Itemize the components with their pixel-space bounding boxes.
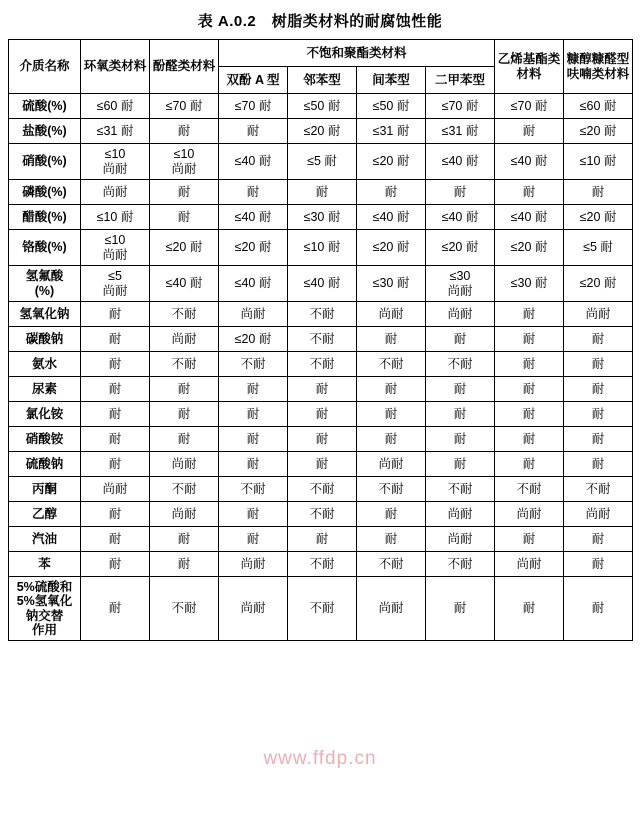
table-cell: 不耐 (288, 552, 357, 577)
row-header-cell: 氯化铵 (9, 402, 81, 427)
table-cell: 耐 (426, 402, 495, 427)
table-cell: 耐 (219, 119, 288, 144)
table-cell: 耐 (150, 205, 219, 230)
table-cell: ≤10 尚耐 (81, 230, 150, 266)
table-cell: 耐 (288, 180, 357, 205)
table-row (9, 230, 633, 266)
table-cell: ≤50 耐 (288, 94, 357, 119)
table-cell: ≤5 耐 (288, 144, 357, 180)
table-cell: 不耐 (357, 552, 426, 577)
row-header-cell: 碳酸钠 (9, 327, 81, 352)
table-cell: 不耐 (219, 477, 288, 502)
table-cell: ≤10 耐 (564, 144, 633, 180)
table-cell: 耐 (219, 502, 288, 527)
table-row (9, 144, 633, 180)
page-title: 表 A.0.2 树脂类材料的耐腐蚀性能 (197, 13, 443, 30)
table-cell: 耐 (564, 180, 633, 205)
table-cell: ≤40 耐 (219, 205, 288, 230)
table-cell: 耐 (564, 352, 633, 377)
table-cell: 耐 (495, 452, 564, 477)
table-cell: 耐 (219, 427, 288, 452)
table-cell: 耐 (150, 552, 219, 577)
table-cell: 耐 (495, 119, 564, 144)
table-cell: 耐 (495, 180, 564, 205)
table-cell: 耐 (150, 427, 219, 452)
table-cell: 尚耐 (219, 552, 288, 577)
table-cell: 尚耐 (495, 552, 564, 577)
table-cell: ≤20 耐 (357, 230, 426, 266)
table-cell: ≤40 耐 (219, 266, 288, 302)
table-cell: ≤5 尚耐 (81, 266, 150, 302)
table-row (9, 205, 633, 230)
table-row (9, 327, 633, 352)
table-cell: ≤40 耐 (219, 144, 288, 180)
table-cell: 尚耐 (426, 502, 495, 527)
table-cell: 耐 (219, 377, 288, 402)
table-cell: 耐 (81, 427, 150, 452)
table-cell: 耐 (150, 180, 219, 205)
table-cell: 不耐 (564, 477, 633, 502)
table-cell: 耐 (150, 402, 219, 427)
table-cell: 耐 (81, 502, 150, 527)
table-cell: 不耐 (426, 352, 495, 377)
row-header-cell: 苯 (9, 552, 81, 577)
row-header-cell: 盐酸(%) (9, 119, 81, 144)
header-sub-ortho: 邻苯型 (288, 67, 357, 94)
table-cell: 尚耐 (219, 577, 288, 641)
table-cell: ≤20 耐 (426, 230, 495, 266)
table-row (9, 477, 633, 502)
table-cell: 不耐 (288, 327, 357, 352)
table-row (9, 302, 633, 327)
table-cell: 耐 (564, 452, 633, 477)
table-cell: 尚耐 (357, 577, 426, 641)
table-row (9, 266, 633, 302)
table-cell: ≤70 耐 (150, 94, 219, 119)
header-sub-bisphenol-a: 双酚 A 型 (219, 67, 288, 94)
table-cell: 耐 (495, 352, 564, 377)
table-cell: 尚耐 (81, 477, 150, 502)
row-header-cell: 氢氟酸 (%) (9, 266, 81, 302)
table-cell: 不耐 (288, 352, 357, 377)
table-cell: 耐 (81, 577, 150, 641)
table-cell: 不耐 (288, 302, 357, 327)
row-header-cell: 硫酸钠 (9, 452, 81, 477)
table-cell: 耐 (495, 577, 564, 641)
table-cell: 不耐 (357, 477, 426, 502)
table-cell: 耐 (357, 327, 426, 352)
table-row (9, 427, 633, 452)
table-cell: 尚耐 (426, 527, 495, 552)
table-cell: ≤20 耐 (357, 144, 426, 180)
table-cell: 不耐 (150, 302, 219, 327)
table-row (9, 402, 633, 427)
table-cell: 耐 (426, 577, 495, 641)
table-cell: ≤20 耐 (564, 266, 633, 302)
table-cell: 不耐 (288, 477, 357, 502)
table-cell: ≤20 耐 (288, 119, 357, 144)
table-cell: 耐 (219, 452, 288, 477)
table-cell: 耐 (564, 527, 633, 552)
table-cell: 耐 (81, 302, 150, 327)
row-header-cell: 硝酸(%) (9, 144, 81, 180)
row-header-cell: 丙酮 (9, 477, 81, 502)
table-row (9, 502, 633, 527)
table-cell: ≤60 耐 (564, 94, 633, 119)
table-cell: ≤20 耐 (564, 119, 633, 144)
table-cell: ≤50 耐 (357, 94, 426, 119)
table-row (9, 180, 633, 205)
table-row (9, 452, 633, 477)
watermark: www.ffdp.cn (263, 748, 377, 769)
table-cell: 耐 (219, 180, 288, 205)
table-cell: 不耐 (150, 577, 219, 641)
table-cell: 耐 (288, 452, 357, 477)
table-cell: 耐 (357, 180, 426, 205)
table-cell: 耐 (564, 377, 633, 402)
table-cell: 耐 (288, 427, 357, 452)
table-cell: ≤60 耐 (81, 94, 150, 119)
table-cell: 耐 (288, 402, 357, 427)
table-cell: 耐 (81, 452, 150, 477)
table-cell: ≤10 耐 (81, 205, 150, 230)
table-body (9, 94, 633, 641)
table-cell: ≤30 耐 (357, 266, 426, 302)
table-row (9, 352, 633, 377)
table-cell: 耐 (426, 452, 495, 477)
table-cell: ≤31 耐 (357, 119, 426, 144)
table-cell: ≤10 尚耐 (150, 144, 219, 180)
table-cell: 耐 (495, 377, 564, 402)
row-header-cell: 硫酸(%) (9, 94, 81, 119)
table-cell: 耐 (81, 402, 150, 427)
table-cell: 不耐 (495, 477, 564, 502)
header-sub-xylene: 二甲苯型 (426, 67, 495, 94)
table-cell: 不耐 (288, 502, 357, 527)
header-medium-name: 介质名称 (9, 40, 81, 94)
table-cell: ≤20 耐 (150, 230, 219, 266)
table-cell: 耐 (495, 427, 564, 452)
table-cell: 耐 (426, 327, 495, 352)
table-header-row-1 (9, 40, 633, 67)
table-cell: ≤20 耐 (495, 230, 564, 266)
table-row (9, 119, 633, 144)
table-cell: ≤5 耐 (564, 230, 633, 266)
table-cell: 耐 (357, 377, 426, 402)
table-cell: 耐 (150, 119, 219, 144)
table-row (9, 577, 633, 641)
table-cell: 耐 (81, 527, 150, 552)
row-header-cell: 尿素 (9, 377, 81, 402)
table-cell: ≤30 尚耐 (426, 266, 495, 302)
table-cell: ≤40 耐 (426, 144, 495, 180)
table-cell: ≤20 耐 (219, 230, 288, 266)
table-cell: ≤30 耐 (495, 266, 564, 302)
table-row (9, 552, 633, 577)
table-cell: ≤31 耐 (81, 119, 150, 144)
table-cell: 尚耐 (81, 180, 150, 205)
table-cell: ≤70 耐 (495, 94, 564, 119)
table-row (9, 377, 633, 402)
table-cell: 尚耐 (219, 302, 288, 327)
table-cell: 不耐 (426, 552, 495, 577)
row-header-cell: 氢氧化钠 (9, 302, 81, 327)
table-cell: 耐 (564, 327, 633, 352)
row-header-cell: 铬酸(%) (9, 230, 81, 266)
table-cell: 耐 (495, 527, 564, 552)
table-cell: 耐 (495, 327, 564, 352)
header-group-furan: 糠醇糠醛型呋喃类材料 (564, 40, 633, 94)
table-cell: 耐 (564, 577, 633, 641)
row-header-cell: 乙醇 (9, 502, 81, 527)
table-cell: 耐 (495, 402, 564, 427)
table-cell: 耐 (426, 427, 495, 452)
table-cell: ≤30 耐 (288, 205, 357, 230)
row-header-cell: 硝酸铵 (9, 427, 81, 452)
table-cell: 不耐 (219, 352, 288, 377)
table-cell: ≤70 耐 (426, 94, 495, 119)
table-cell: ≤40 耐 (357, 205, 426, 230)
table-cell: 耐 (564, 402, 633, 427)
table-cell: ≤40 耐 (150, 266, 219, 302)
header-group-phenolic: 酚醛类材料 (150, 40, 219, 94)
table-cell: 耐 (357, 502, 426, 527)
table-cell: 尚耐 (357, 302, 426, 327)
row-header-cell: 5%硫酸和 5%氢氧化 钠交替 作用 (9, 577, 81, 641)
table-cell: ≤10 尚耐 (81, 144, 150, 180)
row-header-cell: 氨水 (9, 352, 81, 377)
table-cell: 尚耐 (357, 452, 426, 477)
table-cell: 不耐 (150, 352, 219, 377)
row-header-cell: 醋酸(%) (9, 205, 81, 230)
table-cell: 尚耐 (150, 452, 219, 477)
table-cell: 耐 (81, 377, 150, 402)
table-cell: 尚耐 (564, 502, 633, 527)
header-sub-iso: 间苯型 (357, 67, 426, 94)
row-header-cell: 磷酸(%) (9, 180, 81, 205)
row-header-cell: 汽油 (9, 527, 81, 552)
table-cell: 尚耐 (150, 502, 219, 527)
table-cell: 耐 (219, 527, 288, 552)
table-cell: ≤40 耐 (495, 205, 564, 230)
table-cell: ≤40 耐 (288, 266, 357, 302)
table-cell: 不耐 (150, 477, 219, 502)
table-cell: 耐 (81, 552, 150, 577)
table-cell: 尚耐 (495, 502, 564, 527)
table-cell: 耐 (564, 427, 633, 452)
table-cell: 不耐 (288, 577, 357, 641)
table-cell: ≤40 耐 (495, 144, 564, 180)
table-header (9, 40, 633, 94)
table-cell: 耐 (357, 427, 426, 452)
table-cell: ≤20 耐 (564, 205, 633, 230)
table-cell: 耐 (288, 377, 357, 402)
table-cell: ≤10 耐 (288, 230, 357, 266)
table-cell: 耐 (495, 302, 564, 327)
table-cell: 耐 (357, 527, 426, 552)
table-cell: ≤20 耐 (219, 327, 288, 352)
table-cell: 不耐 (426, 477, 495, 502)
table-cell: ≤31 耐 (426, 119, 495, 144)
table-cell: 耐 (81, 327, 150, 352)
header-group-epoxy: 环氧类材料 (81, 40, 150, 94)
table-cell: ≤40 耐 (426, 205, 495, 230)
table-cell: 尚耐 (150, 327, 219, 352)
table-cell: 耐 (426, 377, 495, 402)
table-cell: ≤70 耐 (219, 94, 288, 119)
header-group-unsaturated-polyester: 不饱和聚酯类材料 (219, 40, 495, 67)
table-row (9, 94, 633, 119)
table-cell: 耐 (564, 552, 633, 577)
corrosion-resistance-table (8, 39, 633, 641)
table-cell: 耐 (219, 402, 288, 427)
header-group-vinyl-ester: 乙烯基酯类材料 (495, 40, 564, 94)
table-row (9, 527, 633, 552)
table-cell: 耐 (426, 180, 495, 205)
table-cell: 耐 (150, 377, 219, 402)
table-cell: 尚耐 (564, 302, 633, 327)
table-cell: 耐 (288, 527, 357, 552)
table-cell: 不耐 (357, 352, 426, 377)
table-cell: 耐 (357, 402, 426, 427)
table-cell: 尚耐 (426, 302, 495, 327)
table-cell: 耐 (150, 527, 219, 552)
table-cell: 耐 (81, 352, 150, 377)
